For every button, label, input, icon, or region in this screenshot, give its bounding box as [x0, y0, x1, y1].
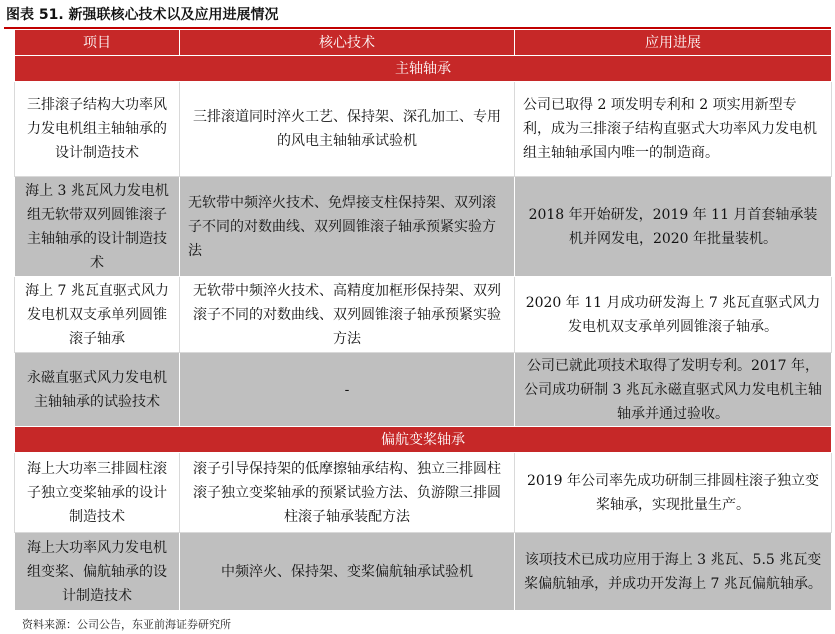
- cell-progress: 公司已取得 2 项发明专利和 2 项实用新型专利，成为三排滚子结构直驱式大功率风力发电机组主轴轴承国内唯一的制造商。: [515, 82, 832, 177]
- header-project: 项目: [15, 30, 180, 56]
- cell-project: 永磁直驱式风力发电机主轴轴承的试验技术: [15, 353, 180, 427]
- section-row: [15, 427, 832, 453]
- table-row: [15, 533, 832, 611]
- cell-progress: 公司已就此项技术取得了发明专利。2017 年，公司成功研制 3 兆瓦永磁直驱式风力发电机主轴轴承并通过验收。: [515, 353, 832, 427]
- header-progress: 应用进展: [515, 30, 832, 56]
- tech-table: [14, 29, 832, 611]
- cell-project: 海上 7 兆瓦直驱式风力发电机双支承单列圆锥滚子轴承: [15, 277, 180, 353]
- cell-project: 海上大功率风力发电机组变桨、偏航轴承的设计制造技术: [15, 533, 180, 611]
- table-header-row: [15, 30, 832, 56]
- section-label-yaw-pitch-bearing: 偏航变桨轴承: [15, 427, 832, 453]
- cell-progress: 2019 年公司率先成功研制三排圆柱滚子独立变桨轴承，实现批量生产。: [515, 453, 832, 533]
- section-label-main-bearing: 主轴轴承: [15, 56, 832, 82]
- table-row: [15, 177, 832, 277]
- cell-tech: 滚子引导保持架的低摩擦轴承结构、独立三排圆柱滚子独立变桨轴承的预紧试验方法、负游隙三排圆柱滚子轴承装配方法: [180, 453, 515, 533]
- cell-project: 海上大功率三排圆柱滚子独立变桨轴承的设计制造技术: [15, 453, 180, 533]
- cell-tech: 三排滚道同时淬火工艺、保持架、深孔加工、专用的风电主轴轴承试验机: [180, 82, 515, 177]
- source-note: 资料来源：公司公告，东亚前海证券研究所: [22, 618, 231, 631]
- figure-title: 图表 51. 新强联核心技术以及应用进展情况: [6, 7, 279, 23]
- cell-project: 三排滚子结构大功率风力发电机组主轴轴承的设计制造技术: [15, 82, 180, 177]
- cell-tech: -: [180, 353, 515, 427]
- table-row: [15, 277, 832, 353]
- cell-progress: 2018 年开始研发，2019 年 11 月首套轴承装机并网发电，2020 年批量装机。: [515, 177, 832, 277]
- section-row: [15, 56, 832, 82]
- cell-tech: 无软带中频淬火技术、高精度加框形保持架、双列滚子不同的对数曲线、双列圆锥滚子轴承预紧实验方法: [180, 277, 515, 353]
- table-row: [15, 353, 832, 427]
- header-core-tech: 核心技术: [180, 30, 515, 56]
- table-row: [15, 453, 832, 533]
- cell-progress: 2020 年 11 月成功研发海上 7 兆瓦直驱式风力发电机双支承单列圆锥滚子轴承。: [515, 277, 832, 353]
- cell-progress: 该项技术已成功应用于海上 3 兆瓦、5.5 兆瓦变桨偏航轴承，并成功开发海上 7 兆瓦偏航轴承。: [515, 533, 832, 611]
- cell-tech: 中频淬火、保持架、变桨偏航轴承试验机: [180, 533, 515, 611]
- cell-tech: 无软带中频淬火技术、免焊接支柱保持架、双列滚子不同的对数曲线、双列圆锥滚子轴承预紧实验方法: [180, 177, 515, 277]
- cell-project: 海上 3 兆瓦风力发电机组无软带双列圆锥滚子主轴轴承的设计制造技术: [15, 177, 180, 277]
- table-row: [15, 82, 832, 177]
